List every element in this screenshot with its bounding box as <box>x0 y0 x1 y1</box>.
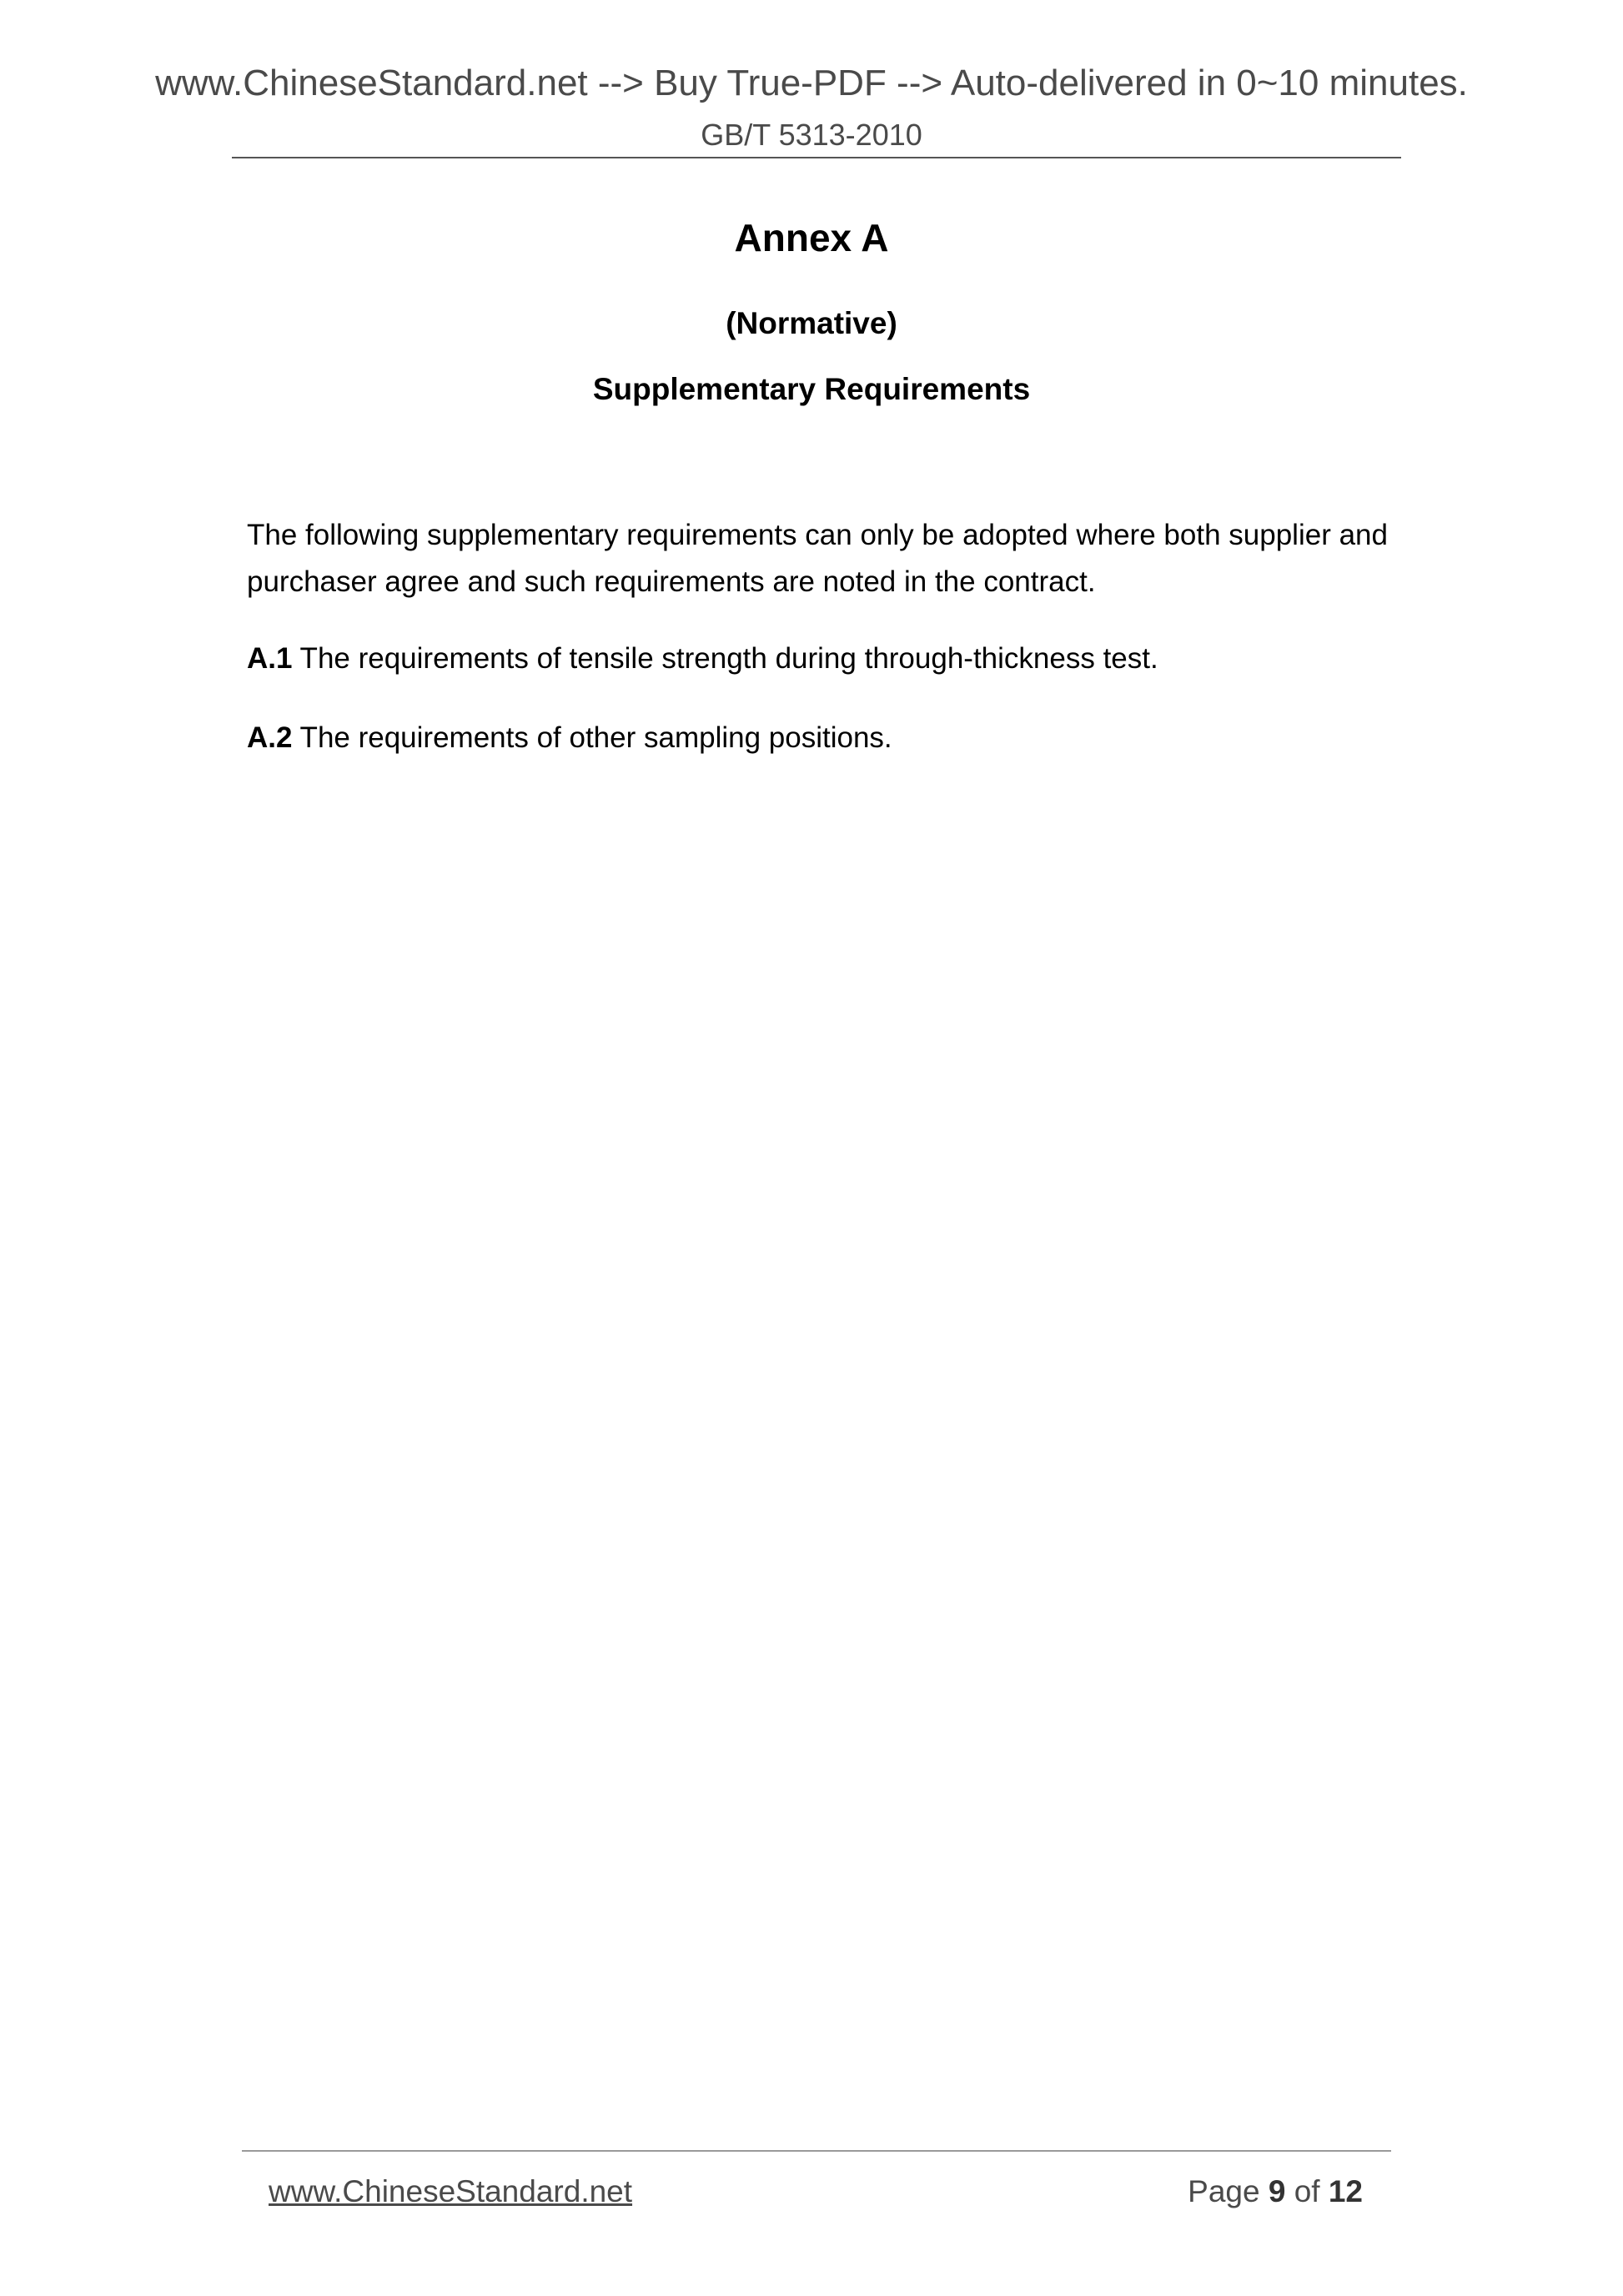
clause-a2 <box>247 715 1388 761</box>
intro-paragraph: The following supplementary requirements can only be adopted where both supplier and purchaser agree and such requirements are noted in the contract. <box>247 519 1388 598</box>
page-current: 9 <box>1268 2174 1286 2208</box>
clause-a1 <box>247 636 1388 682</box>
page-indicator <box>1188 2175 1363 2209</box>
header-divider <box>232 157 1401 158</box>
annex-nature: (Normative) <box>726 306 897 340</box>
clause-number: A.1 <box>247 642 293 675</box>
clause-number: A.2 <box>247 721 293 754</box>
document-code: GB/T 5313-2010 <box>701 118 922 152</box>
annex-title: Annex A <box>734 216 889 259</box>
page-total: 12 <box>1328 2174 1363 2208</box>
footer-website-link[interactable]: www.ChineseStandard.net <box>269 2174 633 2208</box>
page-of-label: of <box>1285 2174 1329 2208</box>
clause-text: The requirements of other sampling positions. <box>292 721 892 754</box>
header-banner: www.ChineseStandard.net --> Buy True-PDF --> Auto-delivered in 0~10 minutes. <box>155 63 1468 103</box>
page-label: Page <box>1188 2174 1269 2208</box>
footer-divider <box>242 2150 1391 2152</box>
annex-subtitle: Supplementary Requirements <box>592 372 1031 406</box>
clause-text: The requirements of tensile strength during through-thickness test. <box>292 642 1158 675</box>
